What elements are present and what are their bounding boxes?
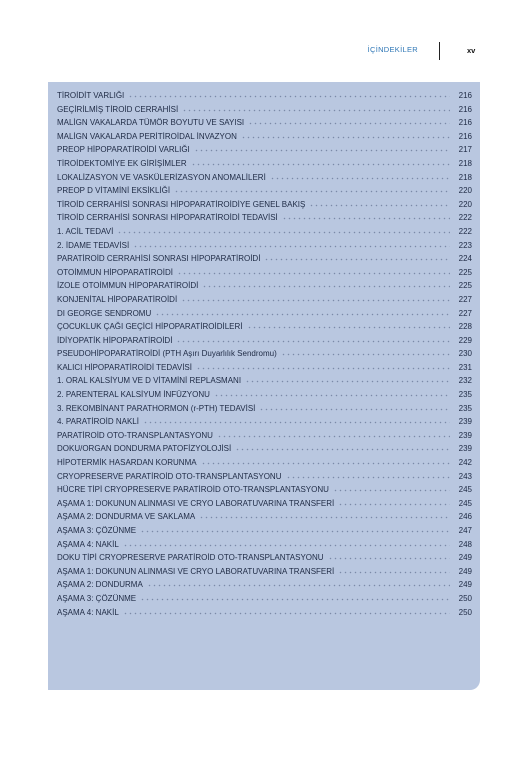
toc-leader-dots xyxy=(182,106,450,112)
toc-entry-page: 222 xyxy=(458,226,472,236)
toc-entry-page: 247 xyxy=(458,526,472,535)
toc-leader-dots xyxy=(217,432,450,438)
toc-entry-page: 242 xyxy=(458,458,472,468)
toc-entry xyxy=(57,404,472,418)
toc-leader-dots xyxy=(147,581,450,587)
toc-entry-title: AŞAMA 4: NAKİL xyxy=(57,539,119,549)
toc-entry-title: DOKU TİPİ CRYOPRESERVE PARATİROİD OTO-TRANSPLANTASYONU xyxy=(57,553,324,563)
toc-entry-title: TİROİDİT VARLIĞI xyxy=(57,91,125,100)
toc-entry xyxy=(57,349,472,363)
toc-entry-title: İDİYOPATİK HİPOPARATİROİDİ xyxy=(57,335,173,345)
toc-entry-page: 220 xyxy=(458,199,472,209)
toc-entry-title: PREOP D VİTAMİNİ EKSİKLİĞİ xyxy=(57,186,171,196)
toc-entry xyxy=(57,186,472,200)
toc-entry xyxy=(57,132,472,146)
toc-entry-title: DI GEORGE SENDROMU xyxy=(57,308,152,318)
toc-entry-page: 227 xyxy=(458,294,472,304)
toc-entry-page: 224 xyxy=(458,254,472,264)
toc-entry-page: 245 xyxy=(458,498,472,508)
toc-leader-dots xyxy=(199,513,450,519)
toc-entry-title: AŞAMA 1: DOKUNUN ALINMASI VE CRYO LABORATUVARINA TRANSFERİ xyxy=(57,566,335,576)
toc-entry-title: PREOP HİPOPARATİROİDİ VARLIĞI xyxy=(57,145,190,155)
toc-leader-dots xyxy=(282,214,450,220)
toc-entry-page: 225 xyxy=(458,281,472,291)
toc-leader-dots xyxy=(191,160,450,166)
toc-leader-dots xyxy=(333,486,450,492)
header-divider xyxy=(439,42,440,60)
toc-entry-title: AŞAMA 2: DONDURMA xyxy=(57,580,143,590)
page-number: xv xyxy=(467,46,476,55)
toc-entry xyxy=(57,580,472,594)
toc-entry xyxy=(57,363,472,377)
toc-entry xyxy=(57,540,472,554)
toc-entry xyxy=(57,594,472,608)
toc-entry-title: HİPOTERMİK HASARDAN KORUNMA xyxy=(57,458,197,468)
toc-leader-dots xyxy=(133,242,450,248)
toc-entry-title: MALİGN VAKALARDA PERİTİROİDAL İNVAZYON xyxy=(57,131,237,141)
toc-entry xyxy=(57,91,472,105)
toc-entry-page: 248 xyxy=(458,539,472,549)
toc-leader-dots xyxy=(155,310,450,316)
toc-entry-title: KONJENİTAL HİPOPARATİROİDİ xyxy=(57,294,178,304)
toc-entry-page: 245 xyxy=(458,485,472,495)
toc-entry xyxy=(57,376,472,390)
toc-entry-title: CRYOPRESERVE PARATİROİD OTO-TRANSPLANTASYONU xyxy=(57,471,282,481)
toc-entry xyxy=(57,281,472,295)
toc-entry-title: İZOLE OTOİMMUN HİPOPARATİROİDİ xyxy=(57,281,199,291)
toc-entry-title: 1. ORAL KALSİYUM VE D VİTAMİNİ REPLASMANI xyxy=(57,376,242,386)
toc-leader-dots xyxy=(202,282,450,288)
toc-leader-dots xyxy=(128,92,450,98)
toc-entry-title: AŞAMA 3: ÇÖZÜNME xyxy=(57,593,137,603)
toc-entry xyxy=(57,173,472,187)
toc-entry xyxy=(57,309,472,323)
page-header xyxy=(0,40,530,64)
toc-entry-page: 222 xyxy=(458,213,472,223)
toc-entry xyxy=(57,200,472,214)
toc-entry-page: 243 xyxy=(458,471,472,481)
toc-leader-dots xyxy=(196,364,450,370)
toc-entry-page: 216 xyxy=(458,104,472,114)
toc-entry-title: DOKU/ORGAN DONDURMA PATOFİZYOLOJİSİ xyxy=(57,444,232,454)
toc-leader-dots xyxy=(286,473,451,479)
running-header-title: İÇİNDEKİLER xyxy=(367,45,418,54)
toc-entry-page: 235 xyxy=(458,390,472,400)
toc-entry-title: TİROİDEKTOMİYE EK GİRİŞİMLER xyxy=(57,158,187,168)
toc-entry xyxy=(57,608,472,622)
toc-entry xyxy=(57,213,472,227)
toc-entry-page: 249 xyxy=(458,566,472,576)
toc-leader-dots xyxy=(143,418,450,424)
toc-entry-page: 216 xyxy=(458,131,472,141)
toc-entry xyxy=(57,553,472,567)
toc-entry-title: TİROİD CERRAHİSİ SONRASI HİPOPARATİROİDİYE GENEL BAKIŞ xyxy=(57,199,306,209)
toc-entry-page: 230 xyxy=(458,349,472,359)
toc-entry xyxy=(57,254,472,268)
toc-entry-page: 227 xyxy=(458,308,472,318)
toc-entry-title: AŞAMA 1: DOKUNUN ALINMASI VE CRYO LABORATUVARINA TRANSFERİ xyxy=(57,498,335,508)
toc-entry-title: ÇOCUKLUK ÇAĞI GEÇİCİ HİPOPARATİROİDİLERİ xyxy=(57,322,243,332)
toc-entry-title: PSEUDOHİPOPARATİROİDİ (PTH Aşırı Duyarlılık Sendromu) xyxy=(57,349,277,359)
toc-entry-page: 231 xyxy=(458,362,472,372)
toc-entry xyxy=(57,336,472,350)
toc-entry-page: 235 xyxy=(458,403,472,413)
toc-entry xyxy=(57,512,472,526)
toc-entry xyxy=(57,105,472,119)
toc-entry-title: GEÇİRİLMİŞ TİROİD CERRAHİSİ xyxy=(57,104,179,114)
toc-leader-dots xyxy=(247,323,450,329)
toc-entry xyxy=(57,145,472,159)
toc-leader-dots xyxy=(140,527,450,533)
toc-leader-dots xyxy=(264,255,450,261)
toc-entry-page: 217 xyxy=(458,145,472,155)
toc-leader-dots xyxy=(174,187,450,193)
toc-entry xyxy=(57,390,472,404)
toc-entry xyxy=(57,526,472,540)
toc-entry-title: 1. ACİL TEDAVİ xyxy=(57,226,114,236)
toc-entry-title: AŞAMA 3: ÇÖZÜNME xyxy=(57,526,137,535)
toc-leader-dots xyxy=(177,269,450,275)
toc-entry-page: 218 xyxy=(458,158,472,168)
toc-entry-title: MALİGN VAKALARDA TÜMÖR BOYUTU VE SAYISI xyxy=(57,118,245,128)
toc-leader-dots xyxy=(123,541,450,547)
toc-leader-dots xyxy=(241,133,450,139)
toc-entry-page: 218 xyxy=(458,172,472,182)
toc-entry-title: AŞAMA 2: DONDURMA VE SAKLAMA xyxy=(57,512,196,522)
toc-list xyxy=(57,91,472,621)
toc-entry xyxy=(57,431,472,445)
toc-entry xyxy=(57,241,472,255)
toc-leader-dots xyxy=(281,350,450,356)
toc-entry xyxy=(57,227,472,241)
toc-entry-page: 228 xyxy=(458,322,472,332)
toc-leader-dots xyxy=(176,337,450,343)
toc-leader-dots xyxy=(117,228,450,234)
toc-entry xyxy=(57,444,472,458)
toc-entry xyxy=(57,295,472,309)
toc-leader-dots xyxy=(259,405,450,411)
toc-entry-title: HÜCRE TİPİ CRYOPRESERVE PARATİROİD OTO-TRANSPLANTASYONU xyxy=(57,485,329,495)
toc-entry-page: 239 xyxy=(458,417,472,427)
toc-leader-dots xyxy=(140,595,450,601)
toc-entry xyxy=(57,322,472,336)
toc-entry-page: 229 xyxy=(458,335,472,345)
toc-leader-dots xyxy=(248,119,450,125)
toc-leader-dots xyxy=(181,296,450,302)
toc-entry xyxy=(57,268,472,282)
toc-entry xyxy=(57,499,472,513)
toc-entry-page: 250 xyxy=(458,607,472,617)
toc-entry-title: LOKALİZASYON VE VASKÜLERİZASYON ANOMALİLERİ xyxy=(57,172,266,182)
toc-leader-dots xyxy=(245,377,450,383)
toc-entry-page: 220 xyxy=(458,186,472,196)
toc-leader-dots xyxy=(214,391,450,397)
toc-entry xyxy=(57,472,472,486)
toc-leader-dots xyxy=(201,459,450,465)
toc-entry-title: 3. REKOMBİNANT PARATHORMON (r-PTH) TEDAVİSİ xyxy=(57,403,256,413)
toc-entry-title: PARATİROİD OTO-TRANSPLANTASYONU xyxy=(57,430,213,440)
toc-leader-dots xyxy=(270,174,450,180)
toc-entry-page: 223 xyxy=(458,240,472,250)
toc-entry-title: 2. PARENTERAL KALSİYUM İNFÜZYONU xyxy=(57,390,210,400)
toc-entry-page: 250 xyxy=(458,593,472,603)
toc-entry-title: KALICI HİPOPARATİROİDİ TEDAVİSİ xyxy=(57,362,192,372)
toc-leader-dots xyxy=(123,609,450,615)
toc-leader-dots xyxy=(338,500,450,506)
toc-entry-title: 4. PARATİROİD NAKLİ xyxy=(57,417,139,427)
toc-entry-page: 239 xyxy=(458,430,472,440)
toc-leader-dots xyxy=(194,146,450,152)
toc-entry-page: 216 xyxy=(458,118,472,128)
toc-entry-title: OTOİMMUN HİPOPARATİROİDİ xyxy=(57,267,174,277)
toc-entry-title: AŞAMA 4: NAKİL xyxy=(57,607,119,617)
table-of-contents xyxy=(48,82,480,690)
toc-entry xyxy=(57,567,472,581)
toc-entry-page: 249 xyxy=(458,553,472,563)
toc-entry-page: 225 xyxy=(458,267,472,277)
toc-entry xyxy=(57,417,472,431)
toc-entry-title: PARATİROİD CERRAHİSİ SONRASI HİPOPARATİROİDİ xyxy=(57,254,261,264)
toc-entry xyxy=(57,458,472,472)
toc-entry-page: 249 xyxy=(458,580,472,590)
toc-entry-page: 239 xyxy=(458,444,472,454)
toc-leader-dots xyxy=(309,201,450,207)
toc-entry xyxy=(57,118,472,132)
toc-entry xyxy=(57,159,472,173)
toc-entry xyxy=(57,485,472,499)
toc-leader-dots xyxy=(235,445,450,451)
toc-entry-page: 216 xyxy=(458,91,472,100)
toc-entry-title: 2. İDAME TEDAVİSİ xyxy=(57,240,130,250)
toc-entry-title: TİROİD CERRAHİSİ SONRASI HİPOPARATİROİDİ TEDAVİSİ xyxy=(57,213,278,223)
toc-entry-page: 246 xyxy=(458,512,472,522)
toc-leader-dots xyxy=(338,568,450,574)
toc-leader-dots xyxy=(328,554,450,560)
toc-entry-page: 232 xyxy=(458,376,472,386)
